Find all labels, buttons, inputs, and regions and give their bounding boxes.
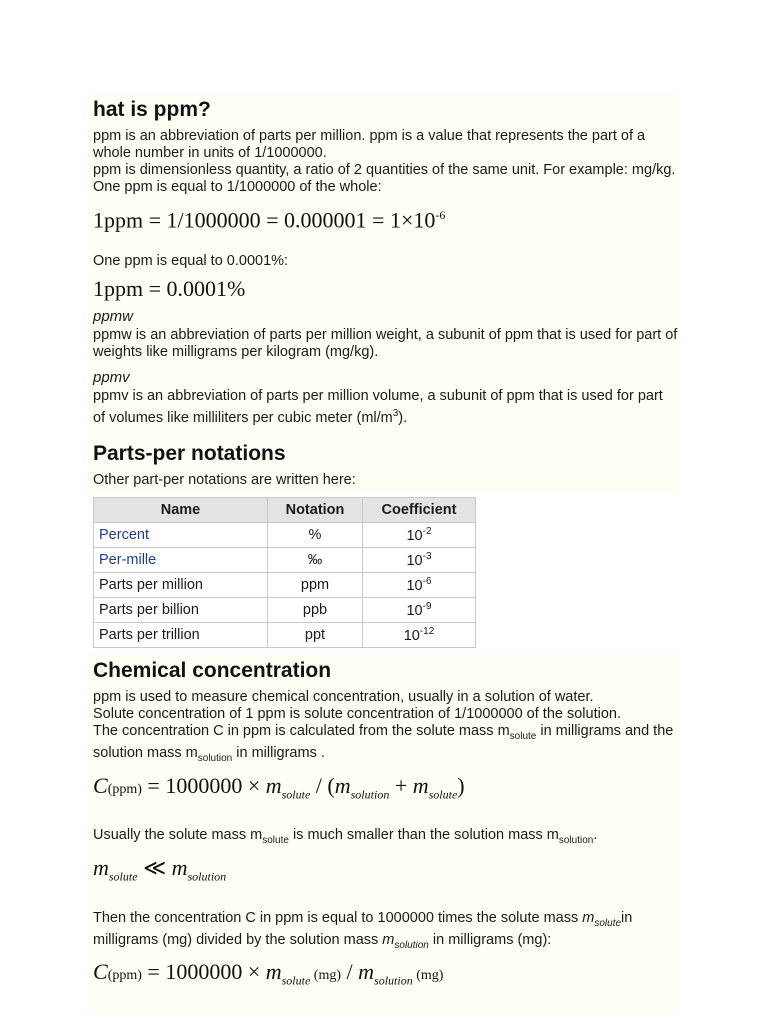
- table-row: [94, 523, 476, 548]
- paragraph-solute-concentration: Solute concentration of 1 ppm is solute concentration of 1/1000000 of the solution.: [93, 706, 621, 723]
- cell-name: Parts per trillion: [94, 623, 268, 648]
- subheading-ppmv: ppmv: [93, 369, 130, 387]
- link-percent[interactable]: Percent: [94, 523, 268, 548]
- link-per-mille[interactable]: Per-mille: [94, 548, 268, 573]
- paragraph-ppmw: ppmw is an abbreviation of parts per million weight, a subunit of ppm that is used for part of weights like milligrams per kilogram (mg/kg).: [93, 327, 678, 361]
- cell-name: Parts per million: [94, 573, 268, 598]
- formula-much-smaller: $m_{solute}$ ≪ $m_{solution}$: [93, 855, 227, 884]
- paragraph-one-ppm-fraction: One ppm is equal to 1/1000000 of the whole:: [93, 179, 382, 195]
- paragraph-solute-smaller: Usually the solute mass $m_{solute}$ is much smaller than the solution mass $m_{solution}$.: [93, 827, 598, 847]
- notations-table: [93, 497, 476, 648]
- cell-coefficient: $10^{-3}$: [363, 548, 476, 573]
- column-header-name: Name: [94, 498, 268, 523]
- paragraph-one-ppm-percent: One ppm is equal to 0.0001%:: [93, 253, 289, 270]
- heading-chemical-concentration: Chemical concentration: [93, 659, 332, 683]
- paragraph-concentration-calc: The concentration C in ppm is calculated from the solute mass $m_{solute}$ in milligrams and the solution mass $m_{solution}$ in milligrams .: [93, 723, 674, 764]
- cell-coefficient: $10^{-12}$: [363, 623, 476, 648]
- paragraph-ppmv: ppmv is an abbreviation of parts per million volume, a subunit of ppm that is used for part of volumes like milliliters per cubic meter $(ml/m^3)$.: [93, 388, 663, 427]
- cell-notation: ppt: [268, 623, 363, 648]
- table-row: [94, 573, 476, 598]
- table-row: [94, 548, 476, 573]
- cell-notation: ppb: [268, 598, 363, 623]
- cell-coefficient: $10^{-2}$: [363, 523, 476, 548]
- table-row: [94, 623, 476, 648]
- paragraph-ppm-definition: ppm is an abbreviation of parts per million. ppm is a value that represents the part of a whole number in units of 1/1000000.: [93, 128, 646, 161]
- column-header-notation: Notation: [268, 498, 363, 523]
- table-wrapper: [88, 497, 678, 648]
- table-row: [94, 598, 476, 623]
- formula-concentration-full: $C(ppm) = 1000000 \times m_{solute} / (m_{solution} + m_{solute})$: [93, 772, 465, 802]
- cell-notation: ‰: [268, 548, 363, 573]
- cell-notation: %: [268, 523, 363, 548]
- heading-parts-per-notations: Parts-per notations: [93, 442, 286, 466]
- cell-coefficient: $10^{-6}$: [363, 573, 476, 598]
- table-header-row: [94, 498, 476, 523]
- formula-ppm-fraction: $1ppm = 1/1000000 = 0.000001 = 1\times 10^{-6}$: [93, 207, 446, 233]
- paragraph-notations-intro: Other part-per notations are written here:: [93, 472, 356, 489]
- heading-what-is-ppm: hat is ppm?: [93, 98, 211, 121]
- section-chemical-concentration: [88, 654, 678, 1014]
- section-parts-per-notations: [88, 431, 678, 493]
- paragraph-concentration-approx: Then the concentration C in ppm is equal to 1000000 times the solute mass $m_{solute}in$ milligrams (mg) divided by the solution mass $m_{solution}$ in milligrams (mg):: [93, 909, 633, 951]
- paragraph-measure-concentration: ppm is used to measure chemical concentration, usually in a solution of water.: [93, 689, 594, 706]
- formula-concentration-approx: $C(ppm) = 1000000 \times m_{solute}$ $(mg) / m_{solution}$ (mg): [93, 959, 444, 988]
- section-what-is-ppm: [88, 93, 678, 431]
- cell-coefficient: $10^{-9}$: [363, 598, 476, 623]
- document-page: [88, 93, 678, 1014]
- formula-ppm-percent: 1ppm = 0.0001%: [93, 276, 246, 302]
- column-header-coefficient: Coefficient: [363, 498, 476, 523]
- cell-name: Parts per billion: [94, 598, 268, 623]
- cell-notation: ppm: [268, 573, 363, 598]
- subheading-ppmw: ppmw: [93, 308, 134, 326]
- paragraph-dimensionless: ppm is dimensionless quantity, a ratio of 2 quantities of the same unit. For example: mg/kg.: [93, 162, 676, 178]
